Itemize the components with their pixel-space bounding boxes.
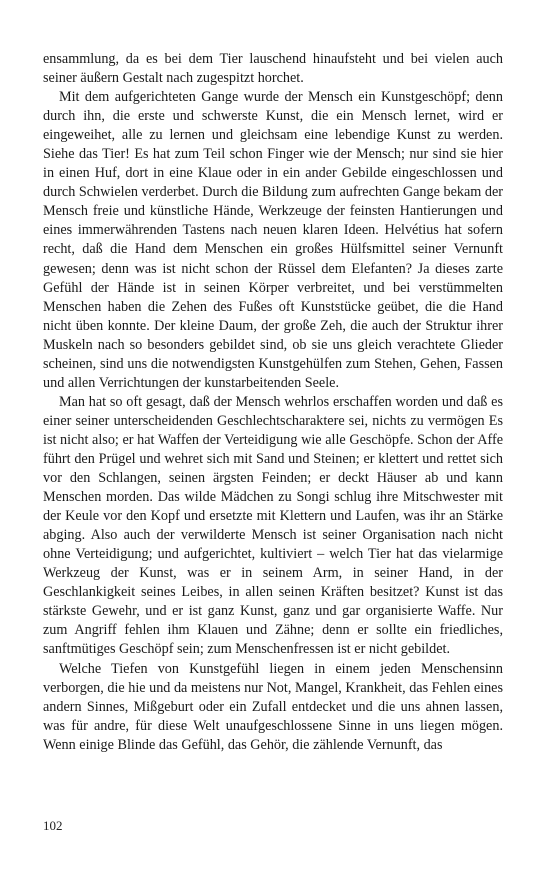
paragraph: Welche Tiefen von Kunstgefühl liegen in einem jeden Menschensinn verborgen, die hie und da meistens nur Not, Mangel, Krankheit, das Fehlen eines andern Sinnes, Mißgeburt oder ein Zufall entdecket und die uns ahnen lassen, was für andre, für diese Welt unaufgeschlossene Sinne in uns liegen mögen. Wenn einige Blinde das Gefühl, das Gehör, die zählende Vernunft, das	[43, 660, 503, 753]
paragraph: Mit dem aufgerichteten Gange wurde der Mensch ein Kunstgeschöpf; denn durch ihn, die erste und schwerste Kunst, die ein Mensch lernet, wird er eingeweihet, alle zu lernen und gleichsam eine lebendige Kunst zu werden. Siehe das Tier! Es hat zum Teil schon Finger wie der Mensch; nur sind sie hier in einen Huf, dort in eine Klaue oder in ein ander Gebilde eingeschlossen und durch Schwielen verderbet. Durch die Bildung zum aufrechten Gange bekam der Mensch freie und künstliche Hände, Werkzeuge der feinsten Hantierungen und eines immerwährenden Tastens nach neuen klaren Ideen. Helvétius hat sofern recht, daß die Hand dem Menschen ein großes Hülfsmittel seiner Vernunft gewesen; denn was ist nicht schon der Rüssel dem Elefanten? Ja dieses zarte Gefühl der Hände ist in seinen Körper verbreitet, und bei verstümmelten Menschen haben die Zehen des Fußes oft Kunststücke geübet, die die Hand nicht üben konnte. Der kleine Daum, der große Zeh, die auch der Struktur ihrer Muskeln nach so besonders gebildet sind, ob sie uns gleich verachtete Glieder scheinen, sind uns die notwendigsten Kunstgehülfen zum Stehen, Gehen, Fassen und allen Verrichtungen der kunstarbeitenden Seele.	[43, 89, 503, 391]
paragraph: Man hat so oft gesagt, daß der Mensch wehrlos erschaffen worden und daß es einer seiner unterscheidenden Geschlechtscharaktere sei, nichts zu vermögen Es ist nicht also; er hat Waffen der Verteidigung wie alle Geschöpfe. Schon der Affe führt den Prügel und wehret sich mit Sand und Steinen; er klettert und rettet sich vor den Schlangen, seinen ärgsten Feinden; er deckt Häuser ab und kann Menschen morden. Das wilde Mädchen zu Songi schlug ihre Mitschwester mit der Keule vor den Kopf und ersetzte mit Klettern und Laufen, was ihr an Stärke abging. Also auch der verwilderte Mensch ist seiner Organisation nach nicht ohne Verteidigung; und aufgerichtet, kultiviert – welch Tier hat das vielarmige Werkzeug der Kunst, was er in seinem Arm, in seiner Hand, in der Geschlankigkeit seines Leibes, in allen seinen Kräften besitzet? Kunst ist das stärkste Gewehr, und er ist ganz Kunst, ganz und gar organisierte Waffe. Nur zum Angriff fehlen ihm Klauen und Zähne; denn er sollte ein friedliches, sanftmütiges Geschöpf sein; zum Menschenfressen ist er nicht gebildet.	[43, 393, 503, 658]
paragraph-continuation: ensammlung, da es bei dem Tier lauschend hinaufsteht und bei vielen auch seiner äußern Gestalt nach zugespitzt horchet.	[43, 51, 503, 87]
body-text	[43, 50, 503, 755]
page-number: 102	[43, 818, 63, 833]
